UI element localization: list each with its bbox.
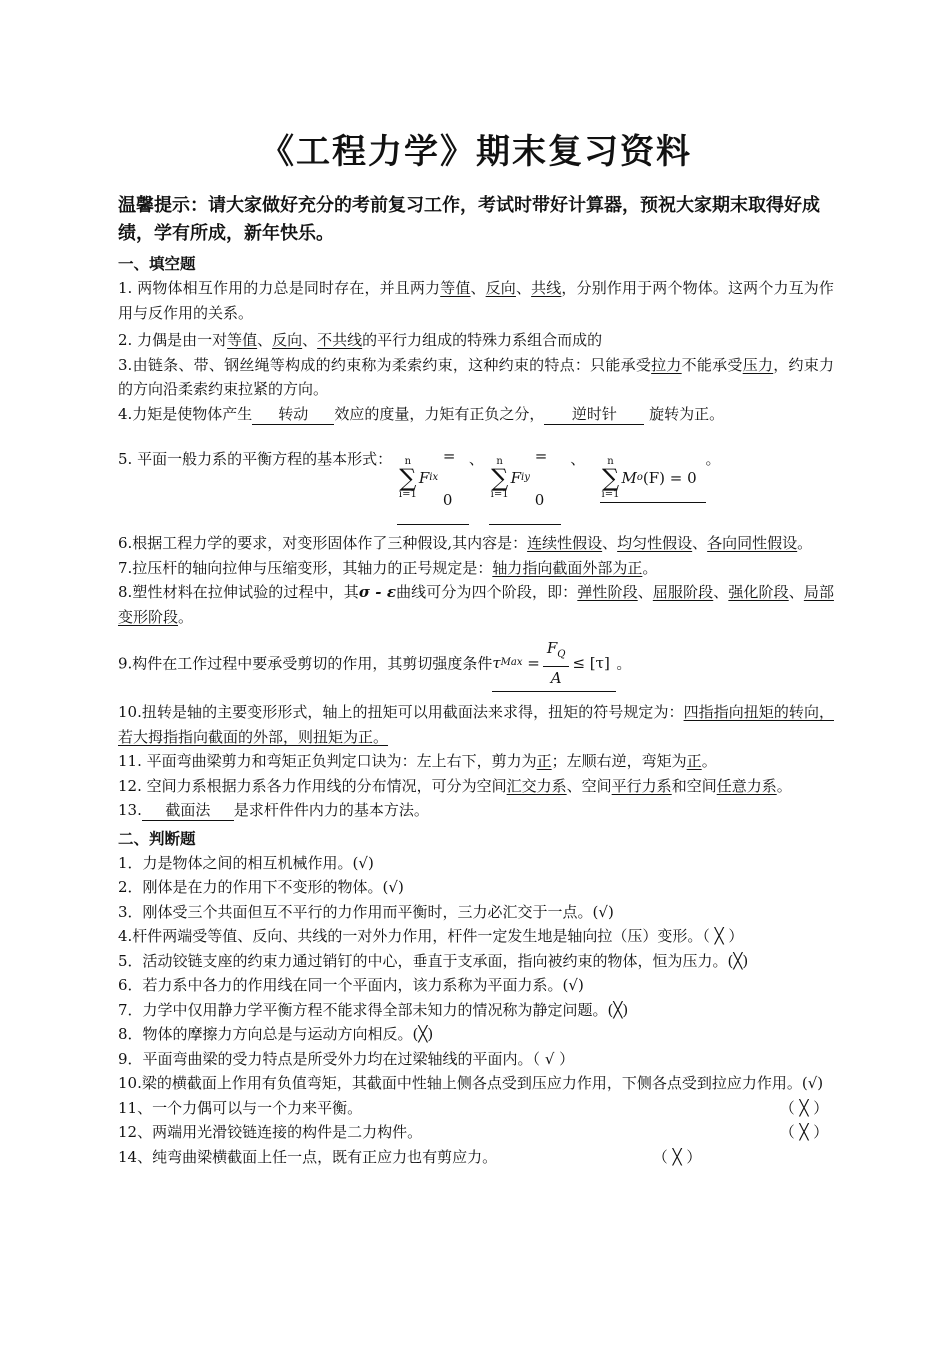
answer-3-1: 拉力 bbox=[651, 355, 682, 374]
judge-10: 10.梁的横截面上作用有负值弯矩，其截面中性轴上侧各点受到压应力作用，下侧各点受到拉应力作用。(√) bbox=[118, 1074, 824, 1092]
judge-5: 5．活动铰链支座的约束力通过销钉的中心，垂直于支承面，指向被约束的物体，恒为压力。(╳) bbox=[118, 951, 749, 970]
sigma-epsilon-symbol: σ - ε bbox=[358, 583, 396, 601]
answer-4-1: 转动 bbox=[252, 404, 334, 425]
judge-14-mark: （ ╳ ） bbox=[652, 1147, 702, 1166]
question-11: 11. 平面弯曲梁剪力和弯矩正负判定口诀为：左上右下，剪力为正；左顺右逆，弯矩为正。 bbox=[118, 752, 717, 770]
answer-11-2: 正 bbox=[686, 752, 702, 770]
question-7: 7.拉压杆的轴向拉伸与压缩变形，其轴力的正号规定是：轴力指向截面外部为正。 bbox=[118, 558, 658, 577]
judge-2: 2．刚体是在力的作用下不变形的物体。(√) bbox=[118, 878, 404, 896]
answer-8-1: 弹性阶段 bbox=[577, 583, 638, 601]
judge-11: 11、一个力偶可以与一个力来平衡。 （ ╳ ） bbox=[118, 1096, 834, 1121]
answer-7-1: 轴力指向截面外部为正 bbox=[492, 558, 643, 577]
formula-sum-fy: n ∑ i=1 F iy = 0 bbox=[489, 434, 561, 525]
answer-8-3: 强化阶段 bbox=[728, 583, 789, 601]
judge-1: 1．力是物体之间的相互机械作用。(√) bbox=[118, 853, 374, 872]
question-4: 4.力矩是使物体产生 转动 效应的度量，力矩有正负之分， 逆时针 旋转为正。 bbox=[118, 404, 725, 423]
answer-12-1: 汇交力系 bbox=[506, 776, 567, 795]
question-3: 3.由链条、带、钢丝绳等构成的约束称为柔索约束，这种约束的特点：只能承受拉力不能承受压力，约束力的方向沿柔索约束拉紧的方向。 bbox=[118, 355, 834, 398]
document-page bbox=[118, 130, 834, 1169]
answer-1-1: 等值 bbox=[440, 279, 471, 297]
answer-12-3: 任意力系 bbox=[716, 776, 777, 795]
judge-11-mark: （ ╳ ） bbox=[779, 1098, 829, 1117]
judge-3: 3．刚体受三个共面但互不平行的力作用而平衡时，三力必汇交于一点。(√) bbox=[118, 902, 614, 921]
section-heading-fill: 一、填空题 bbox=[118, 254, 196, 273]
judge-8: 8．物体的摩擦力方向总是与运动方向相反。(╳) bbox=[118, 1025, 434, 1043]
answer-13-1: 截面法 bbox=[142, 800, 234, 821]
formula-sum-moment: n ∑ i=1 M o (F) = 0 bbox=[600, 456, 706, 503]
answer-2-2: 反向 bbox=[272, 331, 303, 349]
answer-8-2: 屈服阶段 bbox=[652, 583, 714, 601]
judge-14: 14、纯弯曲梁横截面上任一点，既有正应力也有剪应力。 （ ╳ ） bbox=[118, 1145, 834, 1170]
question-9: 9.构件在工作过程中要承受剪切的作用，其剪切强度条件 τ Max = $\frac{F_Q}{A}$ ≤ [τ] 。 bbox=[118, 637, 834, 692]
answer-6-3: 各向同性假设 bbox=[707, 534, 798, 552]
answer-6-2: 均匀性假设 bbox=[617, 534, 693, 552]
question-10: 10.扭转是轴的主要变形形式，轴上的扭矩可以用截面法来求得，扭矩的符号规定为：四指指向扭矩的转向，若大拇指指向截面的外部，则扭矩为正。 bbox=[118, 703, 834, 746]
answer-10-1: 四指指向扭矩的转向，若大拇指指向截面的外部，则扭矩为正。 bbox=[118, 703, 834, 746]
judge-7: 7．力学中仅用静力学平衡方程不能求得全部未知力的情况称为静定问题。(╳) bbox=[118, 1000, 629, 1019]
answer-11-1: 正 bbox=[536, 752, 552, 770]
judge-12: 12、两端用光滑铰链连接的构件是二力构件。 （ ╳ ） bbox=[118, 1120, 834, 1145]
judge-12-mark: （ ╳ ） bbox=[779, 1123, 829, 1141]
question-6: 6.根据工程力学的要求，对变形固体作了三种假设,其内容是：连续性假设、均匀性假设、各向同性假设。 bbox=[118, 534, 813, 552]
tip-text: 温馨提示：请大家做好充分的考前复习工作，考试时带好计算器，预祝大家期末取得好成绩，学有所成，新年快乐。 bbox=[118, 195, 820, 244]
answer-12-2: 平行力系 bbox=[611, 776, 672, 795]
answer-4-2: 逆时针 bbox=[544, 404, 644, 425]
question-8: 8.塑性材料在拉伸试验的过程中，其σ - ε曲线可分为四个阶段，即：弹性阶段、屈服阶段、强化阶段、局部变形阶段。 bbox=[118, 583, 834, 626]
answer-8-4: 局部变形阶段 bbox=[118, 583, 834, 626]
judge-9: 9．平面弯曲梁的受力特点是所受外力均在过梁轴线的平面内。（ √ ） bbox=[118, 1049, 575, 1068]
question-13: 13. 截面法 是求杆件件内力的基本方法。 bbox=[118, 801, 429, 819]
answer-1-3: 共线 bbox=[531, 279, 562, 297]
answer-6-1: 连续性假设 bbox=[527, 534, 603, 552]
answer-2-3: 不共线 bbox=[317, 331, 363, 349]
question-1: 1. 两物体相互作用的力总是同时存在，并且两力等值、反向、共线，分别作用于两个物体。这两个力互为作用与反作用的关系。 bbox=[118, 279, 834, 322]
judge-4: 4.杆件两端受等值、反向、共线的一对外力作用，杆件一定发生地是轴向拉（压）变形。（ ╳ ） bbox=[118, 927, 744, 945]
answer-2-1: 等值 bbox=[227, 331, 258, 349]
formula-sum-fx: n ∑ i=1 F ix = 0 bbox=[397, 434, 469, 525]
shear-strength-formula: τ Max = $\frac{F_Q}{A}$ ≤ [τ] bbox=[492, 637, 616, 692]
page-title: 《工程力学》期末复习资料 bbox=[260, 132, 692, 172]
question-12: 12. 空间力系根据力系各力作用线的分布情况，可分为空间汇交力系、空间平行力系和空间任意力系。 bbox=[118, 776, 792, 795]
answer-3-2: 压力 bbox=[742, 355, 774, 374]
judge-6: 6．若力系中各力的作用线在同一个平面内，该力系称为平面力系。(√) bbox=[118, 976, 584, 994]
section-heading-judge: 二、判断题 bbox=[118, 828, 196, 848]
answer-1-2: 反向 bbox=[485, 279, 516, 297]
question-2: 2. 力偶是由一对等值、反向、不共线的平行力组成的特殊力系组合而成的 bbox=[118, 331, 603, 349]
question-5: 5. 平面一般力系的平衡方程的基本形式： n ∑ i=1 F ix = 0 、 n ∑ i=1 F iy = 0 、 n ∑ i=1 M o (F) = 0 。 bbox=[118, 434, 834, 525]
